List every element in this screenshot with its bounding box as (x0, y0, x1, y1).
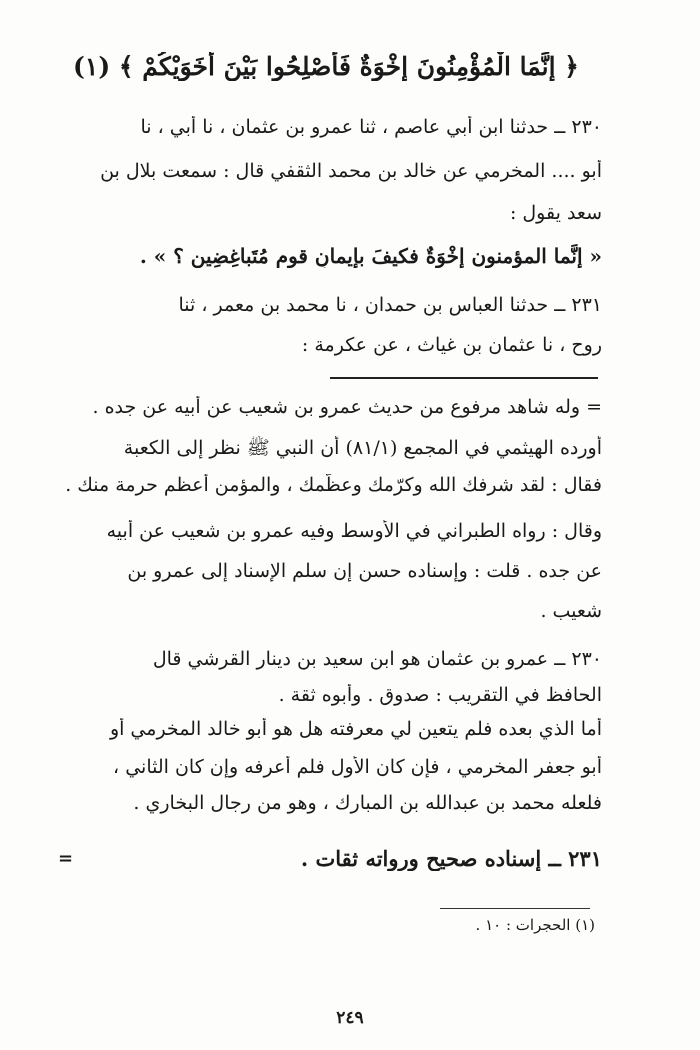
quran-verse: ﴿ إِنَّمَا الْمُؤْمِنُونَ إِخْوَةٌ فَأَصْلِحُوا بَيْنَ أَخَوَيْكُمْ ﴾ (١) (73, 52, 579, 81)
note-230-line-3: أما الذي بعده فلم يتعين لي معرفته هل هو أبو خالد المخرمي أو (109, 718, 602, 740)
continuation-mark: = (58, 848, 74, 869)
note-2-line-1: وقال : رواه الطبراني في الأوسط وفيه عمرو بن شعيب عن أبيه (106, 520, 602, 542)
note-2-line-2: عن جده . قلت : وإسناده حسن إن سلم الإسناد إلى عمرو بن (127, 560, 602, 582)
note-230-line-1: ٢٣٠ ــ عمرو بن عثمان هو ابن سعيد بن دينار القرشي قال (152, 648, 602, 670)
hadith-230-line-3: سعد يقول : (509, 202, 602, 224)
hadith-231-line-2: روح ، نا عثمان بن غياث ، عن عكرمة : (301, 334, 602, 356)
note-1-line-1: = وله شاهد مرفوع من حديث عمرو بن شعيب عن أبيه عن جده . (92, 396, 602, 418)
notes-separator (330, 377, 598, 379)
note-230-line-5: فلعله محمد بن عبدالله بن المبارك ، وهو من رجال البخاري . (133, 792, 602, 814)
note-231: ٢٣١ ــ إسناده صحيح ورواته ثقات . (300, 846, 602, 871)
note-230-line-4: أبو جعفر المخرمي ، فإن كان الأول فلم أعرفه وإن كان الثاني ، (113, 756, 602, 778)
page-number: ٢٤٩ (336, 1008, 364, 1028)
footnote-separator (440, 908, 590, 909)
note-1-line-3: فقال : لقد شرفك الله وكرّمك وعظّمك ، والمؤمن أعظم حرمة منك . (65, 474, 602, 496)
hadith-231-line-1: ٢٣١ ــ حدثنا العباس بن حمدان ، نا محمد بن معمر ، ثنا (178, 294, 602, 316)
footnote-1: (١) الحجرات : ١٠ . (475, 916, 595, 934)
hadith-230-line-2: أبو .... المخرمي عن خالد بن محمد الثقفي قال : سمعت بلال بن (100, 160, 602, 182)
hadith-230-line-1: ٢٣٠ ــ حدثنا ابن أبي عاصم ، ثنا عمرو بن عثمان ، نا أبي ، نا (140, 116, 602, 138)
note-1-line-2: أورده الهيثمي في المجمع (٨١/١) أن النبي ﷺ نظر إلى الكعبة (123, 437, 602, 459)
note-230-line-2: الحافظ في التقريب : صدوق . وأبوه ثقة . (278, 684, 602, 706)
note-2-line-3: شعيب . (540, 600, 602, 622)
hadith-230-quote: « إِنَّما المؤمنون إِخْوَةٌ فكيفَ بإيمانِ قومٍ مُتَباغِضِين ؟ » . (139, 244, 602, 268)
